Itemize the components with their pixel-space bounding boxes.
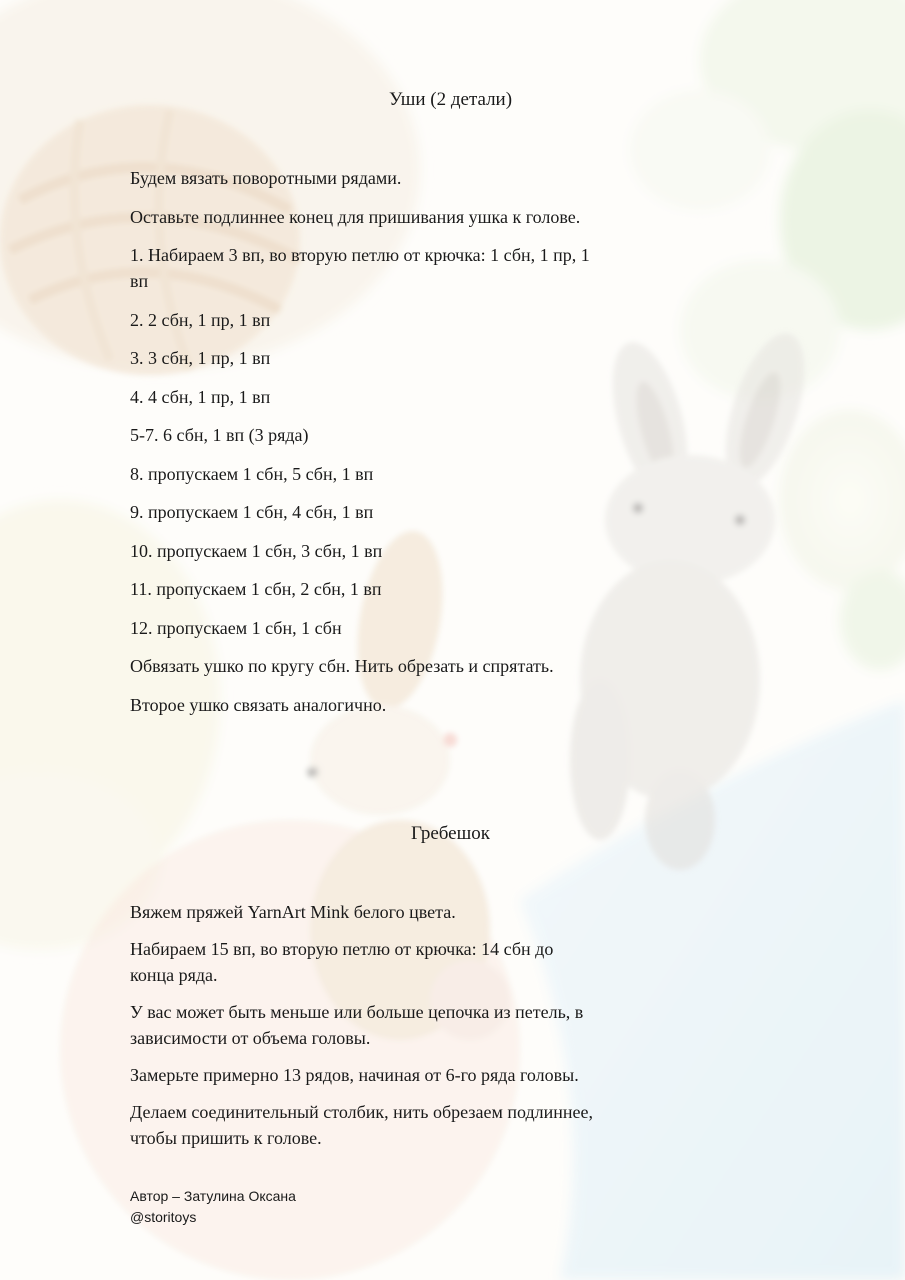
instruction-line: 9. пропускаем 1 сбн, 4 сбн, 1 вп [130, 502, 374, 522]
comb-instructions [130, 899, 600, 1162]
instruction-line: 8. пропускаем 1 сбн, 5 сбн, 1 вп [130, 463, 374, 484]
instruction-line: 2. 2 сбн, 1 пр, 1 вп [130, 309, 271, 330]
author-handle: @storitoys [130, 1209, 197, 1225]
instruction-line: Обвязать ушко по кругу сбн. Нить обрезать и спрятать. [130, 656, 554, 676]
ears-section-title: Уши (2 детали) [388, 89, 513, 110]
instruction-line: Второе ушко связать аналогично. [130, 694, 387, 715]
author-name: Автор – Затулина Оксана [130, 1188, 296, 1204]
instruction-line: 12. пропускаем 1 сбн, 1 сбн [130, 617, 342, 638]
ears-instructions [130, 165, 600, 730]
instruction-line: Делаем соединительный столбик, нить обрезаем подлиннее, чтобы пришить к голове. [130, 1102, 593, 1148]
instruction-line: 10. пропускаем 1 сбн, 3 сбн, 1 вп [130, 540, 383, 561]
author-footer [130, 1186, 296, 1228]
instruction-line: Будем вязать поворотными рядами. [130, 168, 402, 188]
comb-section-title: Гребешок [411, 823, 490, 844]
instruction-line: 3. 3 сбн, 1 пр, 1 вп [130, 348, 271, 368]
instruction-line: Оставьте подлиннее конец для пришивания ушка к голове. [130, 206, 581, 227]
instruction-line: 11. пропускаем 1 сбн, 2 сбн, 1 вп [130, 579, 382, 599]
instruction-line: У вас может быть меньше или больше цепочка из петель, в зависимости от объема головы. [130, 1002, 584, 1048]
instruction-line: Замерьте примерно 13 рядов, начиная от 6-го ряда головы. [130, 1065, 579, 1085]
instruction-line: 4. 4 сбн, 1 пр, 1 вп [130, 386, 271, 407]
instruction-line: Набираем 15 вп, во вторую петлю от крючка: 14 сбн до конца ряда. [130, 939, 554, 985]
instruction-line: 1. Набираем 3 вп, во вторую петлю от крючка: 1 сбн, 1 пр, 1 вп [130, 245, 590, 291]
instruction-line: Вяжем пряжей YarnArt Mink белого цвета. [130, 902, 456, 922]
instruction-line: 5-7. 6 сбн, 1 вп (3 ряда) [130, 425, 309, 445]
